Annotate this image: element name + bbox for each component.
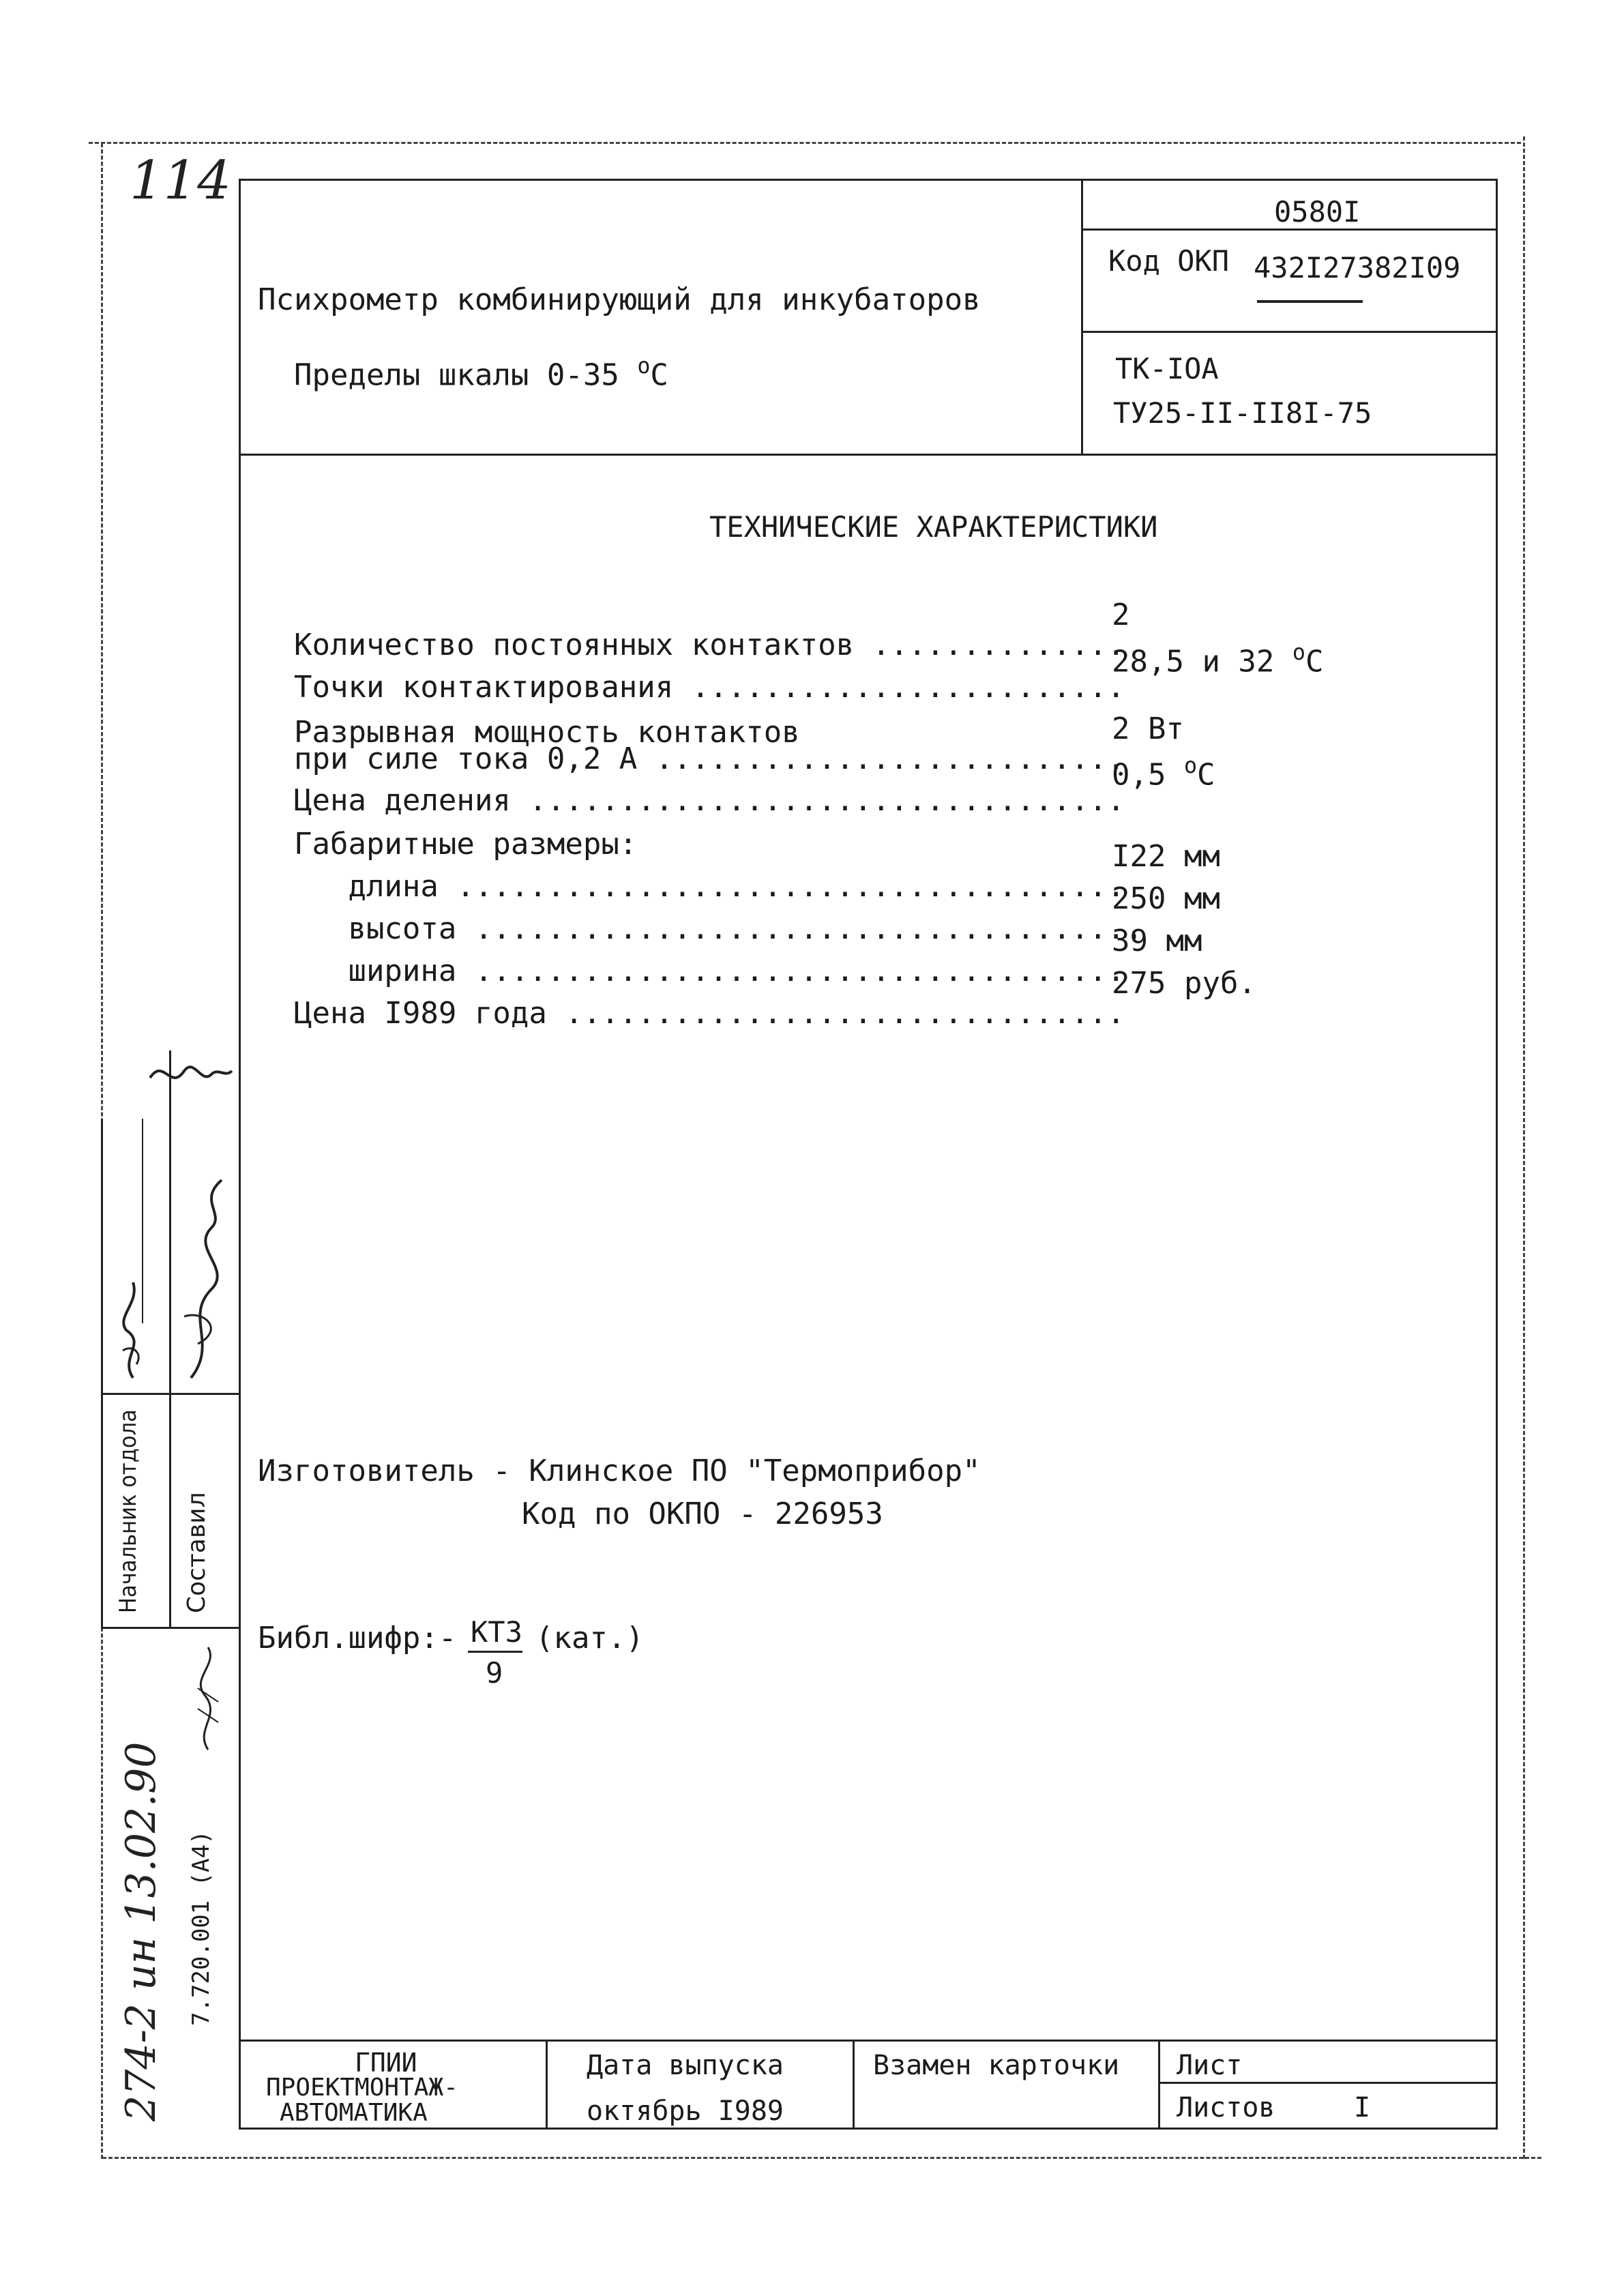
cut-line-right: [1523, 136, 1525, 2159]
cut-line-bottom: [102, 2157, 1541, 2159]
spec-unit: С: [1305, 644, 1324, 679]
spec-label: Цена I989 года ...............................: [293, 996, 1125, 1031]
spec-value: 0,5: [1112, 757, 1184, 793]
card-border-left: [239, 179, 241, 2130]
model-code: ТК-IOA: [1115, 352, 1219, 385]
organization-name-line3: АВТОМАТИКА: [280, 2099, 428, 2127]
archive-number: 114: [130, 150, 231, 211]
spec-value: 28,5 и 32: [1112, 644, 1292, 679]
spec-label: Цена деления .................................: [293, 783, 1125, 818]
card-border-top: [239, 179, 1497, 181]
spec-value: 250 мм: [1112, 881, 1220, 916]
issue-date-label: Дата выпуска: [587, 2050, 784, 2081]
signature-top: [147, 1050, 235, 1098]
card-border-right: [1496, 179, 1498, 2130]
signature-compiler: [171, 1153, 239, 1385]
head-of-department-label: Начальник отдола: [115, 1409, 142, 1613]
sheets-count-value: I: [1354, 2092, 1371, 2123]
spec-value: 275 руб.: [1112, 966, 1256, 1001]
signature-head: [113, 1276, 153, 1385]
spec-label: Габаритные размеры:: [293, 827, 638, 862]
spec-label: ширина ....................................: [293, 954, 1125, 988]
header-model-divider: [1081, 331, 1497, 333]
degree-mark: о: [1292, 641, 1305, 665]
section-title: ТЕХНИЧЕСКИЕ ХАРАКТЕРИСТИКИ: [709, 510, 1158, 544]
footer-sheet-divider: [1158, 2082, 1498, 2084]
form-code: 7.720.001 (А4): [188, 1830, 215, 2026]
spec-label: при силе тока 0,2 А ..........................: [293, 741, 1125, 776]
registration-code: 0580I: [1274, 195, 1361, 229]
okp-underline: [1257, 300, 1363, 303]
header-code-divider: [1081, 229, 1497, 231]
spec-value: I22 мм: [1112, 839, 1220, 874]
spec-label: Количество постоянных контактов ..............: [293, 628, 1125, 662]
spec-unit: С: [1197, 757, 1215, 793]
library-cipher-numerator: КТЗ: [471, 1615, 522, 1649]
header-right-block-border: [1081, 179, 1083, 454]
header-divider: [239, 454, 1497, 456]
cut-line-top: [89, 142, 1521, 144]
spec-value-contact-points: [1112, 643, 1323, 677]
sheets-count-label: Листов: [1177, 2092, 1275, 2123]
spec-value: 2 Вт: [1112, 711, 1184, 746]
spec-row-price: [258, 966, 1431, 1059]
fraction-bar: [468, 1651, 522, 1653]
scale-limits-unit: С: [650, 357, 668, 393]
scale-limits-text: Пределы шкалы 0-35: [293, 357, 638, 393]
replaces-card-label: Взамен карточки: [873, 2050, 1120, 2081]
card-border-bottom: [239, 2128, 1498, 2130]
organization-name-line2: ПРОЕКТМОНТАЖ-: [266, 2074, 458, 2102]
footer-col-divider-3: [1158, 2040, 1160, 2128]
footer-col-divider-2: [853, 2040, 855, 2128]
spec-label: Разрывная мощность контактов: [293, 715, 800, 750]
scale-limits: [258, 326, 668, 393]
library-cipher-prefix: Библ.шифр:-: [258, 1621, 457, 1655]
spec-document: ТУ25-II-II8I-75: [1113, 396, 1372, 430]
stamp-divider-1: [101, 1393, 239, 1395]
signature-bottom: [184, 1640, 232, 1756]
degree-mark: о: [637, 354, 651, 379]
stamp-divider-2: [101, 1627, 239, 1629]
spec-value-division: [1112, 754, 1215, 793]
compiled-by-label: Составил: [183, 1492, 211, 1613]
spec-value: 39 мм: [1112, 924, 1202, 958]
footer-col-divider-1: [546, 2040, 548, 2128]
stamp-left-edge: [101, 1119, 103, 1627]
spec-label: длина .....................................: [293, 869, 1125, 904]
issue-date-value: октябрь I989: [587, 2095, 784, 2127]
okpo-code-line: Код по ОКПО - 226953: [522, 1497, 883, 1531]
spec-label: Точки контактирования ........................: [293, 670, 1125, 705]
okp-label: Код ОКП: [1108, 244, 1230, 278]
spec-label: высота .....................................: [293, 911, 1144, 946]
handwritten-date: 274-2 ин 13.02.90: [117, 1741, 165, 2121]
degree-mark: о: [1183, 754, 1198, 778]
library-cipher-denominator: 9: [486, 1656, 503, 1690]
footer-top-border: [239, 2040, 1498, 2042]
sheet-label: Лист: [1177, 2050, 1243, 2081]
okp-value: 432I27382I09: [1254, 251, 1461, 284]
product-title: Психрометр комбинирующий для инкубаторов: [258, 282, 981, 317]
organization-name-line1: ГПИИ: [355, 2048, 417, 2078]
manufacturer-line: Изготовитель - Клинское ПО "Термоприбор": [258, 1454, 981, 1488]
spec-value: 2: [1112, 598, 1130, 632]
library-cipher-suffix: (кат.): [535, 1621, 644, 1655]
